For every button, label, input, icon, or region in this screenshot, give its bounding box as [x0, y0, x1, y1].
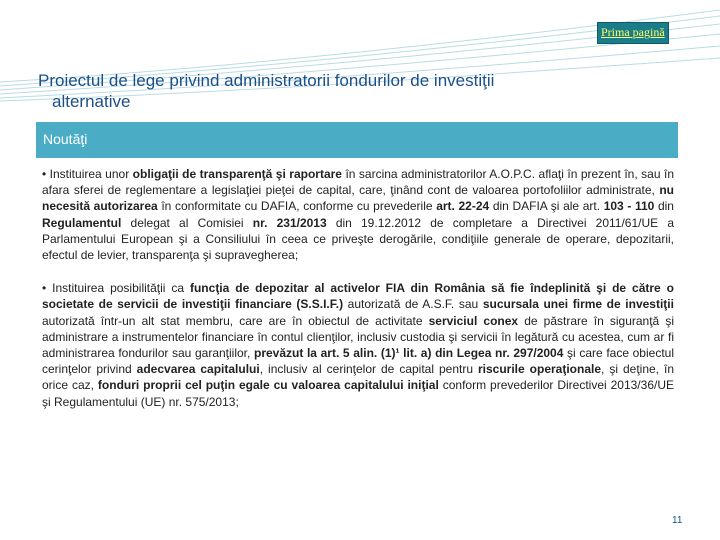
- page-title: [38, 70, 698, 112]
- text-segment: conform prevederilor Directivei 2013/36/UE şi Regulamentului (UE) nr. 575/2013;: [42, 378, 674, 409]
- bold-text-segment: Regulamentul: [42, 215, 122, 230]
- title-line-1: Proiectul de lege privind administratorii fondurilor de investiţii: [38, 71, 495, 90]
- text-segment: de păstrare în siguranţă şi administrare a instrumentelor financiare în contul clienţilor, inclusiv custodia şi servicii în legătură cu acestea, cum ar fi administrarea fondurilor sau garanţiilor,: [42, 313, 674, 361]
- bold-text-segment: adecvarea capitalului: [136, 362, 260, 377]
- news-section-label: Noutăţi: [43, 131, 88, 147]
- text-segment: , inclusiv al cerinţelor de capital pentru: [259, 362, 478, 377]
- text-segment: • Instituirea posibilităţii ca: [42, 281, 190, 296]
- text-segment: • Instituirea unor: [42, 167, 133, 181]
- bold-text-segment: fonduri proprii cel puţin egale cu valoarea capitalului iniţial: [97, 378, 439, 393]
- text-segment: şi care face obiectul cerinţelor privind: [42, 346, 674, 377]
- text-segment: autorizată de A.S.F. sau: [343, 297, 483, 312]
- text-segment: din: [654, 199, 674, 214]
- text-segment: în conformitate cu DAFIA, conforme cu prevederile: [157, 199, 437, 214]
- bold-text-segment: nr. 231/2013: [252, 215, 327, 230]
- bold-text-segment: funcţia de depozitar al activelor FIA din România să fie îndeplinită şi de către o societate de servicii de investiţii financiare (S.S.I.F.): [42, 281, 674, 312]
- bold-text-segment: sucursala unei firme de investiţii: [482, 297, 674, 312]
- bullet-paragraph: [42, 280, 674, 410]
- bold-text-segment: art. 22-24: [436, 199, 490, 214]
- bold-text-segment: prevăzut la art. 5 alin. (1)¹ lit. a) din Legea nr. 297/2004: [253, 346, 564, 361]
- text-segment: , şi deţine, în orice caz,: [42, 362, 674, 393]
- bold-text-segment: serviciul conex: [428, 313, 519, 328]
- title-line-2: alternative: [52, 92, 131, 111]
- page-number: 11: [672, 515, 683, 526]
- text-segment: delegat al Comisiei: [121, 215, 253, 230]
- bold-text-segment: 103 - 110: [603, 199, 655, 214]
- text-segment: autorizată într-un alt stat membru, care are în obiectul de activitate: [42, 313, 429, 328]
- home-page-link[interactable]: Prima pagină: [597, 22, 669, 44]
- bullet-paragraph: [42, 166, 674, 263]
- content-body: [42, 166, 674, 427]
- bold-text-segment: obligaţii de transparenţă şi raportare: [132, 167, 342, 181]
- text-segment: din 19.12.2012 de completare a Directivei 2011/61/UE a Parlamentului European şi a Consiliului în ceea ce priveşte derogările, condiţiile generale de operare, depozitarii, efectul de levier, transparenţa şi supravegherea;: [42, 215, 674, 263]
- text-segment: în sarcina administratorilor A.O.P.C. aflaţi în prezent în, sau în afara sferei de reglementare a legislaţiei pieţei de capital, care, ţinând cont de valoarea portofoliilor administrate,: [42, 167, 674, 198]
- bold-text-segment: nu necesită autorizarea: [42, 183, 674, 214]
- text-segment: din DAFIA şi ale art.: [489, 199, 604, 214]
- news-section-header: [36, 122, 678, 158]
- bold-text-segment: riscurile operaţionale: [478, 362, 602, 377]
